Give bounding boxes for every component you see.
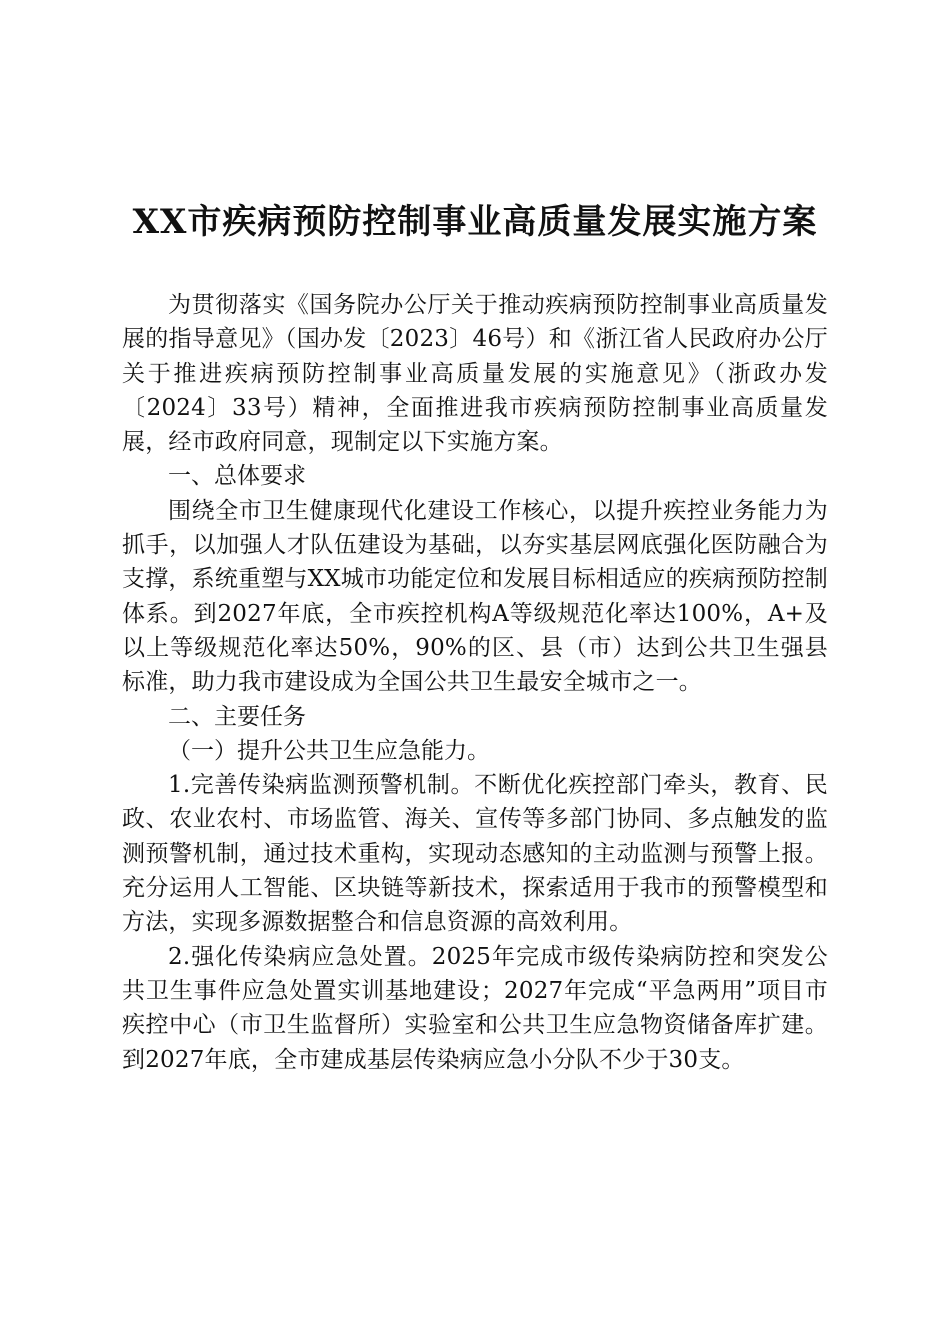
section-heading-main-tasks: 二、主要任务	[168, 703, 306, 730]
task-item-1: 1.完善传染病监测预警机制。不断优化疾控部门牵头，教育、民政、农业农村、市场监管、海关、宣传等多部门协同、多点触发的监测预警机制，通过技术重构，实现动态感知的主动监测与预警上报。充分运用人工智能、区块链等新技术，探索适用于我市的预警模型和方法，实现多源数据整合和信息资源的高效利用。	[122, 772, 828, 936]
intro-paragraph: 为贯彻落实《国务院办公厅关于推动疾病预防控制事业高质量发展的指导意见》（国办发〔2023〕46号）和《浙江省人民政府办公厅关于推进疾病预防控制事业高质量发展的实施意见》（浙政办发〔2024〕33号）精神，全面推进我市疾病预防控制事业高质量发展，经市政府同意，现制定以下实施方案。	[122, 292, 828, 456]
general-requirements-paragraph: 围绕全市卫生健康现代化建设工作核心，以提升疾控业务能力为抓手，以加强人才队伍建设为基础，以夯实基层网底强化医防融合为支撑，系统重塑与XX城市功能定位和发展目标相适应的疾病预防控制体系。到2027年底，全市疾控机构A等级规范化率达100%，A+及以上等级规范化率达50%，90%的区、县（市）达到公共卫生强县标准，助力我市建设成为全国公共卫生最安全城市之一。	[122, 497, 828, 696]
section-heading-general-requirements: 一、总体要求	[168, 463, 306, 490]
document-body	[122, 288, 828, 1077]
task-item-2: 2.强化传染病应急处置。2025年完成市级传染病防控和突发公共卫生事件应急处置实训基地建设；2027年完成“平急两用”项目市疾控中心（市卫生监督所）实验室和公共卫生应急物资储备库扩建。到2027年底，全市建成基层传染病应急小分队不少于30支。	[122, 943, 828, 1073]
subsection-heading-emergency-capacity: （一）提升公共卫生应急能力。	[168, 737, 490, 764]
document-title: XX市疾病预防控制事业高质量发展实施方案	[132, 202, 818, 242]
